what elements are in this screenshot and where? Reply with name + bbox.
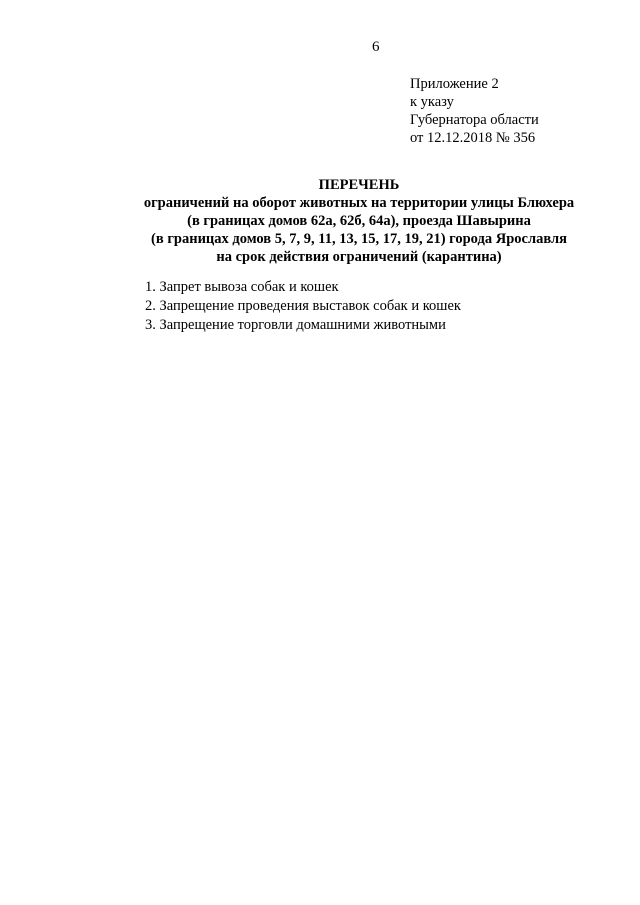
title-line-2: (в границах домов 62а, 62б, 64а), проезда Шавырина <box>187 213 531 229</box>
appendix-note <box>410 75 610 147</box>
title-line-3: (в границах домов 5, 7, 9, 11, 13, 15, 17, 19, 21) города Ярославля <box>151 231 567 247</box>
page-number: 6 <box>372 39 380 55</box>
title-line-4: на срок действия ограничений (карантина) <box>216 249 502 265</box>
appendix-line-3: Губернатора области <box>410 112 539 128</box>
appendix-line-2: к указу <box>410 94 454 110</box>
title-line-1: ограничений на оборот животных на территории улицы Блюхера <box>143 195 575 211</box>
document-title <box>100 176 618 266</box>
restrictions-list <box>145 278 605 335</box>
list-item: 2. Запрещение проведения выставок собак и кошек <box>145 298 461 314</box>
appendix-line-1: Приложение 2 <box>410 76 499 92</box>
list-item: 3. Запрещение торговли домашними животными <box>145 317 446 333</box>
list-item: 1. Запрет вывоза собак и кошек <box>145 279 339 295</box>
title-heading: ПЕРЕЧЕНЬ <box>318 177 400 193</box>
appendix-line-4: от 12.12.2018 № 356 <box>410 130 536 146</box>
